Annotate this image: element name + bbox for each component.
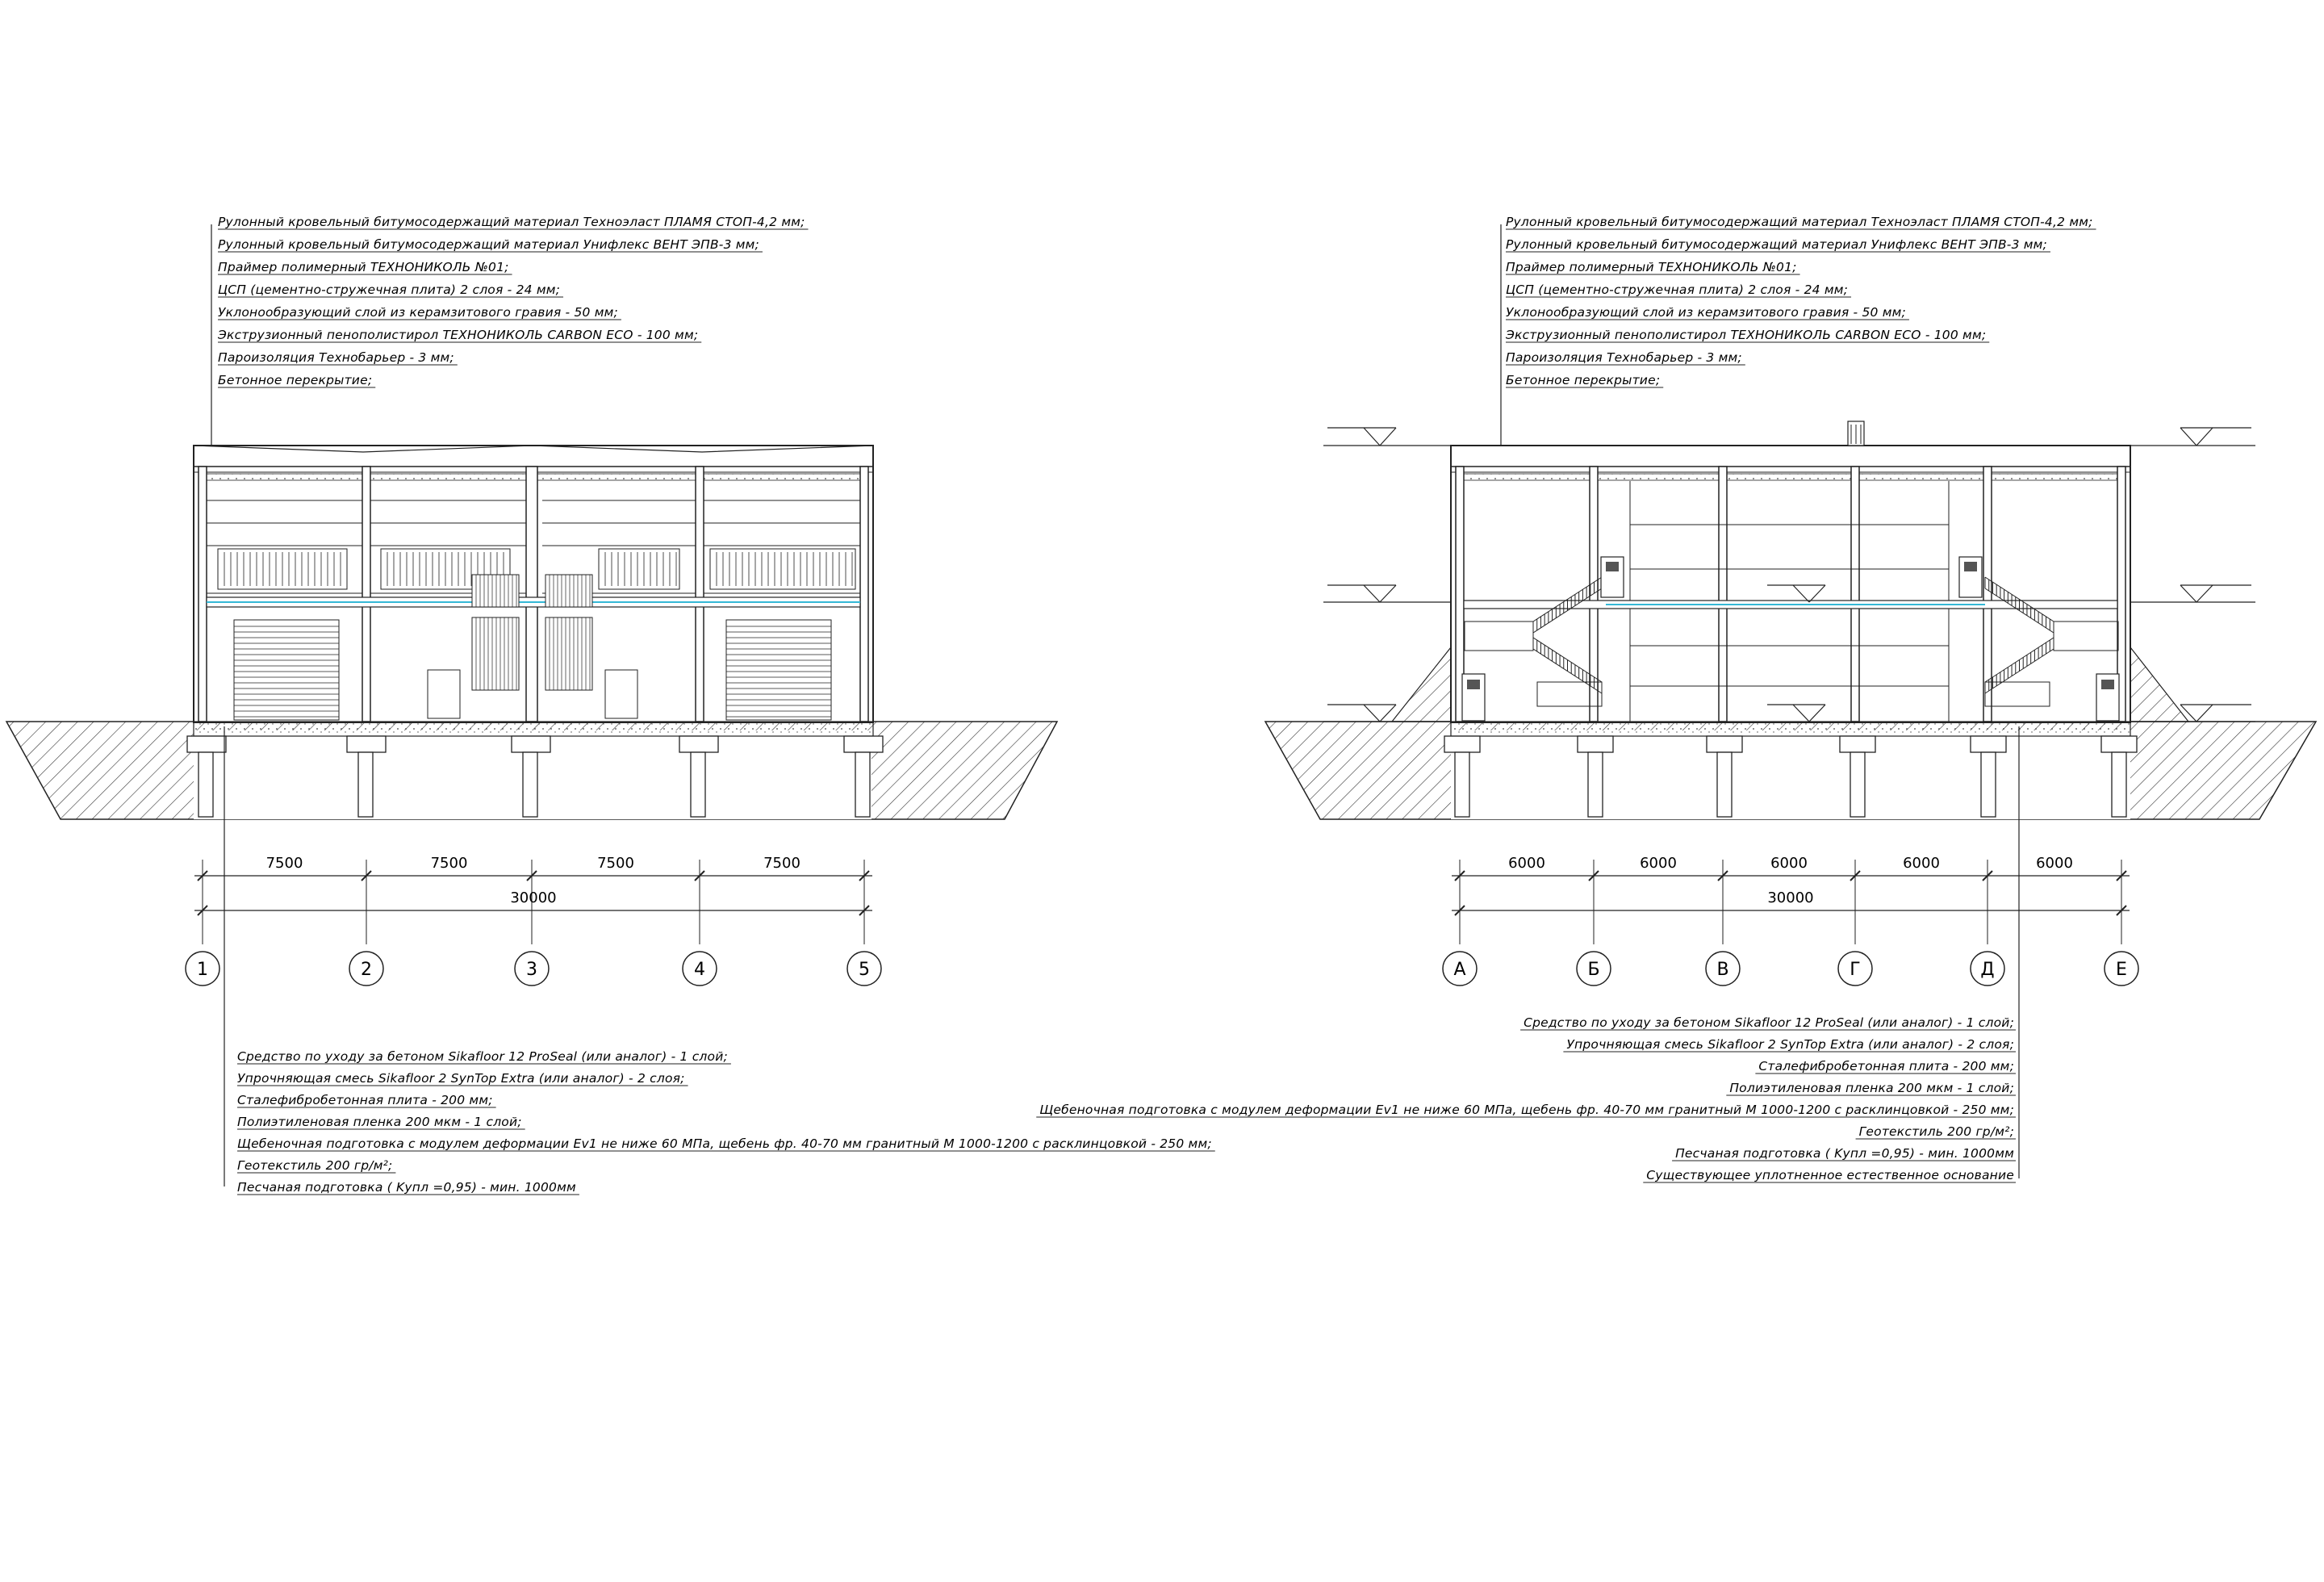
layer-note: Полиэтиленовая пленка 200 мкм - 1 слой; (1729, 1081, 2014, 1095)
layer-note: Сталефибробетонная плита - 200 мм; (1758, 1059, 2014, 1074)
span-dimension: 7500 (763, 855, 800, 872)
axis-label: Е (2116, 960, 2127, 980)
axis-label: Б (1587, 960, 1600, 980)
layer-note: Существующее уплотненное естественное основание (1646, 1168, 2014, 1182)
layer-note: Песчаная подготовка ( Kупл =0,95) - мин. 1000мм (1675, 1146, 2014, 1161)
layer-note: Пароизоляция Технобарьер - 3 мм; (218, 350, 454, 365)
span-dimension: 6000 (1508, 855, 1545, 872)
axis-label: 1 (197, 960, 208, 980)
axis-label: 4 (694, 960, 705, 980)
layer-note: Геотекстиль 200 гр/м²; (237, 1158, 393, 1173)
floor-layers-notes (1036, 1015, 2016, 1182)
span-dimension: 7500 (597, 855, 634, 872)
layer-note: Праймер полимерный ТЕХНОНИКОЛЬ №01; (218, 260, 509, 274)
span-dimension: 6000 (2036, 855, 2073, 872)
layer-note: Рулонный кровельный битумосодержащий материал Унифлекс ВЕНТ ЭПВ-3 мм; (1506, 237, 2047, 252)
dimension-chain (194, 855, 872, 944)
layer-note: Сталефибробетонная плита - 200 мм; (237, 1093, 493, 1107)
span-dimension: 7500 (265, 855, 303, 872)
grid-axes (1443, 952, 2138, 986)
layer-note: Пароизоляция Технобарьер - 3 мм; (1506, 350, 1742, 365)
layer-note: Геотекстиль 200 гр/м²; (1858, 1124, 2014, 1139)
layer-note: Рулонный кровельный битумосодержащий материал Техноэласт ПЛАМЯ СТОП-4,2 мм; (218, 215, 805, 229)
layer-note: ЦСП (цементно-стружечная плита) 2 слоя - 24 мм; (218, 282, 561, 297)
roof-layers-notes (1505, 215, 2096, 387)
axis-label: Г (1850, 960, 1861, 980)
layer-note: Полиэтиленовая пленка 200 мкм - 1 слой; (237, 1115, 522, 1129)
layer-note: Песчаная подготовка ( Kупл =0,95) - мин. 1000мм (237, 1180, 576, 1195)
roof-layers-notes (217, 215, 809, 387)
layer-note: Праймер полимерный ТЕХНОНИКОЛЬ №01; (1506, 260, 1797, 274)
layer-note: Средство по уходу за бетоном Sikafloor 12 ProSeal (или аналог) - 1 слой; (1524, 1015, 2014, 1030)
axis-label: 2 (361, 960, 372, 980)
section-2-2 (1036, 215, 2316, 1182)
dimension-chain (1452, 855, 2130, 944)
axis-label: 3 (526, 960, 537, 980)
layer-note: ЦСП (цементно-стружечная плита) 2 слоя - 24 мм; (1506, 282, 1849, 297)
layer-note: Средство по уходу за бетоном Sikafloor 12 ProSeal (или аналог) - 1 слой; (237, 1049, 728, 1064)
layer-note: Экструзионный пенополистирол ТЕХНОНИКОЛЬ CARBON ECO - 100 мм; (1506, 328, 1987, 342)
axis-label: В (1716, 960, 1729, 980)
layer-note: Рулонный кровельный битумосодержащий материал Техноэласт ПЛАМЯ СТОП-4,2 мм; (1506, 215, 2093, 229)
ground-slab (194, 722, 873, 736)
layer-note: Уклонообразующий слой из керамзитового гравия - 50 мм; (218, 305, 618, 320)
layer-note: Бетонное перекрытие; (1506, 373, 1661, 387)
span-dimension: 6000 (1903, 855, 1940, 872)
building-outline (1451, 446, 2130, 722)
foundation-zone (1451, 730, 2130, 819)
layer-note: Бетонное перекрытие; (218, 373, 373, 387)
layer-note: Упрочняющая смесь Sikafloor 2 SynTop Extra (или аналог) - 2 слоя; (237, 1071, 685, 1086)
total-dimension: 30000 (1767, 889, 1814, 906)
layer-note: Уклонообразующий слой из керамзитового гравия - 50 мм; (1506, 305, 1906, 320)
axis-label: А (1453, 960, 1466, 980)
layer-note: Рулонный кровельный битумосодержащий материал Унифлекс ВЕНТ ЭПВ-3 мм; (218, 237, 759, 252)
grid-axes (186, 952, 881, 986)
span-dimension: 7500 (430, 855, 468, 872)
layer-note: Щебеночная подготовка с модулем деформации Ev1 не ниже 60 МПа, щебень фр. 40-70 мм гранитный М 1000-1200 с расклинцовкой - 250 мм; (237, 1136, 1212, 1151)
axis-label: 5 (859, 960, 870, 980)
span-dimension: 6000 (1770, 855, 1808, 872)
layer-note: Упрочняющая смесь Sikafloor 2 SynTop Extra (или аналог) - 2 слоя; (1566, 1037, 2014, 1052)
floor-layers-notes (237, 1049, 1215, 1195)
layer-note: Щебеночная подготовка с модулем деформации Ev1 не ниже 60 МПа, щебень фр. 40-70 мм гранитный М 1000-1200 с расклинцовкой - 250 мм; (1039, 1103, 2014, 1117)
ground-slab (1451, 722, 2130, 736)
layer-note: Экструзионный пенополистирол ТЕХНОНИКОЛЬ CARBON ECO - 100 мм; (218, 328, 699, 342)
axis-label: Д (1980, 960, 1995, 980)
span-dimension: 6000 (1640, 855, 1677, 872)
total-dimension: 30000 (510, 889, 557, 906)
section-1-1 (6, 215, 1215, 1195)
